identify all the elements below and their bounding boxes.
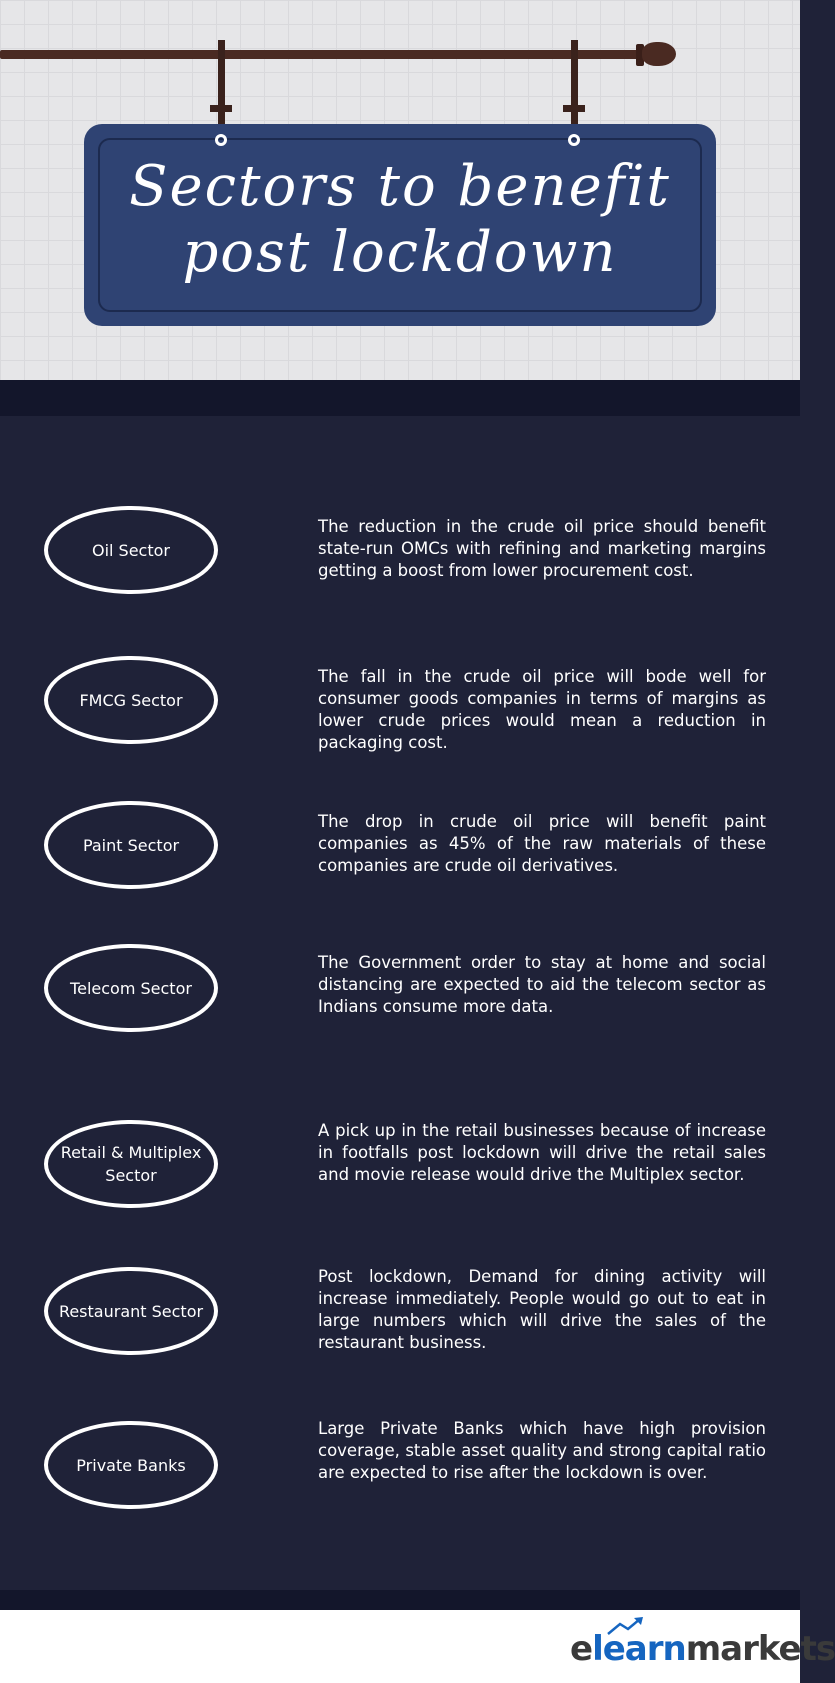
bottom-divider-strip	[0, 1590, 800, 1610]
footer	[0, 1610, 835, 1683]
sector-description: The fall in the crude oil price will bode well for consumer goods companies in terms of margins as lower crude prices would mean a reduction in packaging cost.	[318, 667, 766, 752]
header-banner	[0, 0, 800, 380]
sector-oval	[44, 1267, 218, 1355]
sector-oval	[44, 1421, 218, 1509]
sector-oval	[44, 801, 218, 889]
sector-oval	[44, 506, 218, 594]
sector-description: The drop in crude oil price will benefit paint companies as 45% of the raw materials of these companies are crude oil derivatives.	[318, 812, 766, 875]
title-sign	[84, 124, 716, 326]
page-title	[84, 154, 716, 286]
logo-text-learn: learn	[592, 1629, 686, 1669]
sign-hook-left	[215, 134, 227, 146]
sign-hook-right	[568, 134, 580, 146]
sector-description: Large Private Banks which have high provision coverage, stable asset quality and strong capital ratio are expected to rise after the lockdown is over.	[318, 1419, 766, 1482]
sector-name: Telecom Sector	[70, 978, 192, 998]
sign-hanger-left-bar	[210, 105, 232, 112]
curtain-rod	[0, 50, 650, 59]
page-title-line2: post lockdown	[182, 220, 618, 285]
sector-name: FMCG Sector	[79, 690, 183, 710]
curtain-rod-finial	[642, 42, 676, 66]
sector-oval	[44, 944, 218, 1032]
logo-text-e: e	[570, 1629, 593, 1669]
sector-name: Retail & Multiplex Sector	[60, 1143, 202, 1185]
logo-text-markets: markets	[685, 1629, 835, 1669]
page-title-line1: Sectors to benefit	[129, 154, 671, 219]
sector-description: Post lockdown, Demand for dining activity will increase immediately. People would go out to eat in large numbers which will drive the sales of the restaurant business.	[318, 1267, 766, 1352]
sector-oval	[44, 656, 218, 744]
logo-arrow-icon	[606, 1616, 646, 1636]
sector-name: Private Banks	[76, 1455, 186, 1475]
sector-oval	[44, 1120, 218, 1208]
elearnmarkets-logo	[570, 1624, 835, 1674]
top-divider-strip	[0, 380, 800, 416]
sector-name: Paint Sector	[82, 835, 180, 855]
sector-name: Oil Sector	[91, 540, 170, 560]
sector-description: The Government order to stay at home and social distancing are expected to aid the telecom sector as Indians consume more data.	[318, 953, 766, 1016]
sign-hanger-right-bar	[563, 105, 585, 112]
sector-name: Restaurant Sector	[58, 1301, 204, 1321]
sector-description: The reduction in the crude oil price should benefit state-run OMCs with refining and marketing margins getting a boost from lower procurement cost.	[318, 517, 766, 580]
sector-description: A pick up in the retail businesses because of increase in footfalls post lockdown will drive the retail sales and movie release would drive the Multiplex sector.	[318, 1121, 766, 1184]
